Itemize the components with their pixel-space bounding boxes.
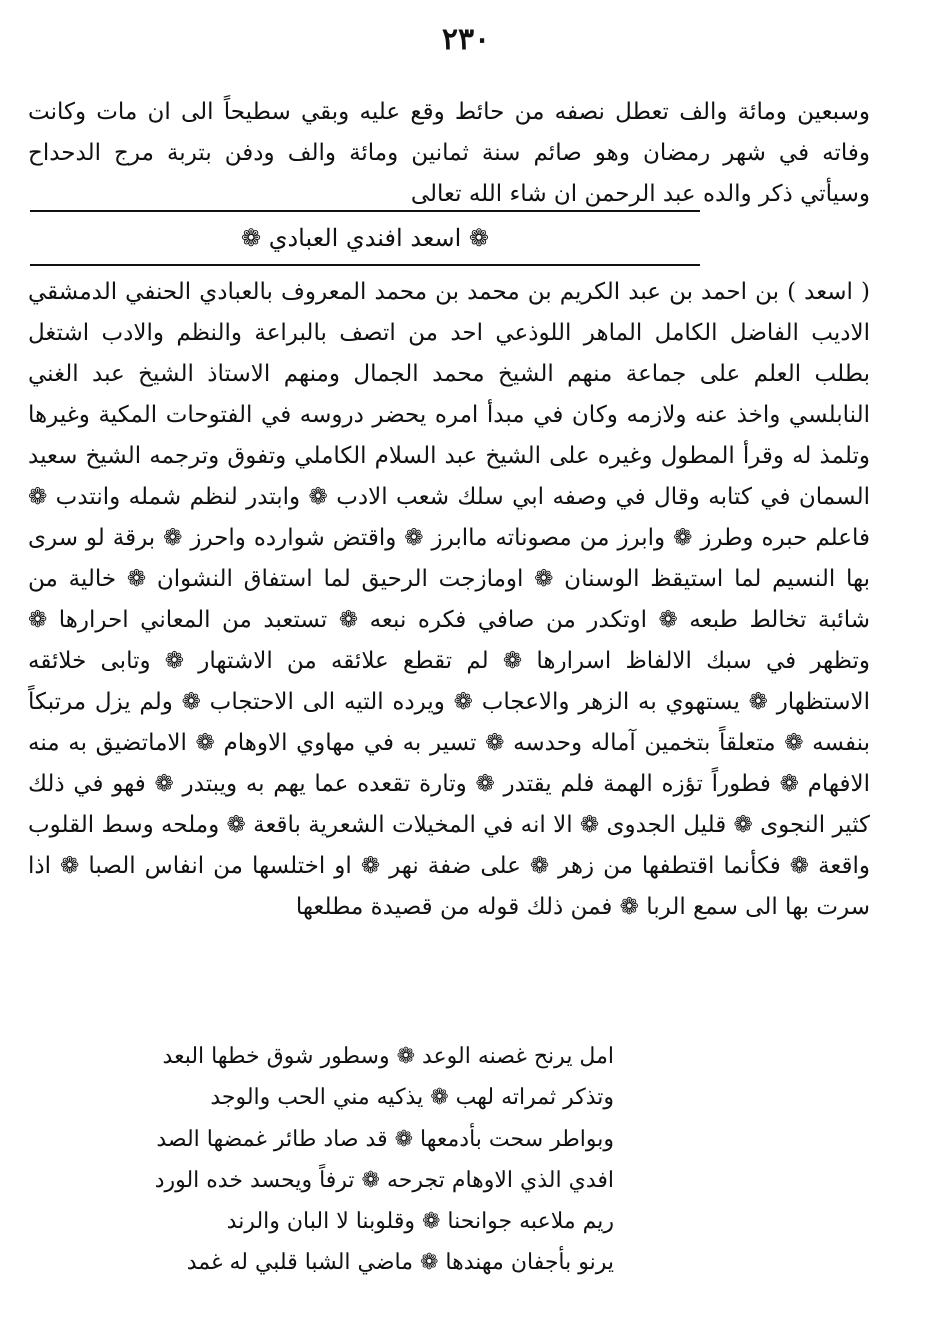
poem-verse: وبواطر سحت بأدمعها ❁ قد صاد طائر غمضها الصد [156, 1126, 614, 1152]
page-number: ٢٣٠ [441, 22, 491, 57]
poem-verse: وتذكر ثمراته لهب ❁ يذكيه مني الحب والوجد [210, 1085, 614, 1111]
poem-verse: ريم ملاعبه جوانحنا ❁ وقلوبنا لا البان والرند [226, 1209, 614, 1235]
poem-verse: يرنو بأجفان مهندها ❁ ماضي الشبا قلبي له غمد [186, 1250, 614, 1276]
poem-verse: امل يرنح غصنه الوعد ❁ وسطور شوق خطها البعد [162, 1044, 614, 1069]
biography-paragraph: ( اسعد ) بن احمد بن عبد الكريم بن محمد بن محمد المعروف بالعبادي الحنفي الدمشقي الاديب الفاضل الكامل الماهر اللوذعي احد من اتصف بالبراعة والنظم والادب اشتغل بطلب العلم على جماعة منهم الشيخ محمد الجمال ومنهم الاستاذ الشيخ عبد الغني النابلسي واخذ عنه ولازمه وكان في مبدأ امره يحضر دروسه في الفتوحات المكية وغيرها وتلمذ له وقرأ المطول وغيره على الشيخ عبد السلام الكاملي وتفوق وترجمه الشيخ سعيد السمان في كتابه وقال في وصفه ابي سلك شعب الادب ❁ وابتدر لنظم شمله وانتدب ❁ فاعلم حبره وطرز ❁ وابرز من مصوناته ماابرز ❁ واقتض شوارده واحرز ❁ برقة لو سرى بها النسيم لما استيقظ الوسنان ❁ اومازجت الرحيق لما استفاق النشوان ❁ خالية من شائبة تخالط طبعه ❁ اوتكدر من صافي فكره نبعه ❁ تستعبد من المعاني احرارها ❁ وتظهر في سبك الالفاظ اسرارها ❁ لم تقطع علائقه من الاشتهار ❁ وتابى خلائقه الاستظهار ❁ يستهوي به الزهر والاعجاب ❁ ويرده التيه الى الاحتجاب ❁ ولم يزل مرتبكاً بنفسه ❁ متعلقاً بتخمين آماله وحدسه ❁ تسير به في مهاوي الاوهام ❁ الاماتضيق به منه الافهام ❁ فطوراً تؤزه الهمة فلم يقتدر ❁ وتارة تقعده عما يهم به ويبتدر ❁ فهو في ذلك كثير النجوى ❁ قليل الجدوى ❁ الا انه في المخيلات الشعرية باقعة ❁ وملحه وسط القلوب واقعة ❁ فكأنما اقتطفها من زهر ❁ على ضفة نهر ❁ او اختلسها من انفاس الصبا ❁ اذا سرت بها الى سمع الربا ❁ فمن ذلك قوله من قصيدة مطلعها [28, 279, 870, 920]
section-title: ❁ اسعد افندي العبادي ❁ [240, 224, 490, 252]
divider-line-top [30, 210, 700, 212]
poem-block [154, 1036, 614, 1284]
continuation-paragraph: وسبعين ومائة والف تعطل نصفه من حائط وقع عليه وبقي سطيحاً الى ان مات وكانت وفاته في شهر رمضان وهو صائم سنة ثمانين ومائة والف ودفن بتربة مرج الدحداح وسيأتي ذكر والده عبد الرحمن ان شاء الله تعالى [28, 99, 870, 207]
poem-verse: افدي الذي الاوهام تجرحه ❁ ترفاً ويحسد خده الورد [154, 1167, 614, 1193]
divider-line-bottom [30, 264, 700, 266]
